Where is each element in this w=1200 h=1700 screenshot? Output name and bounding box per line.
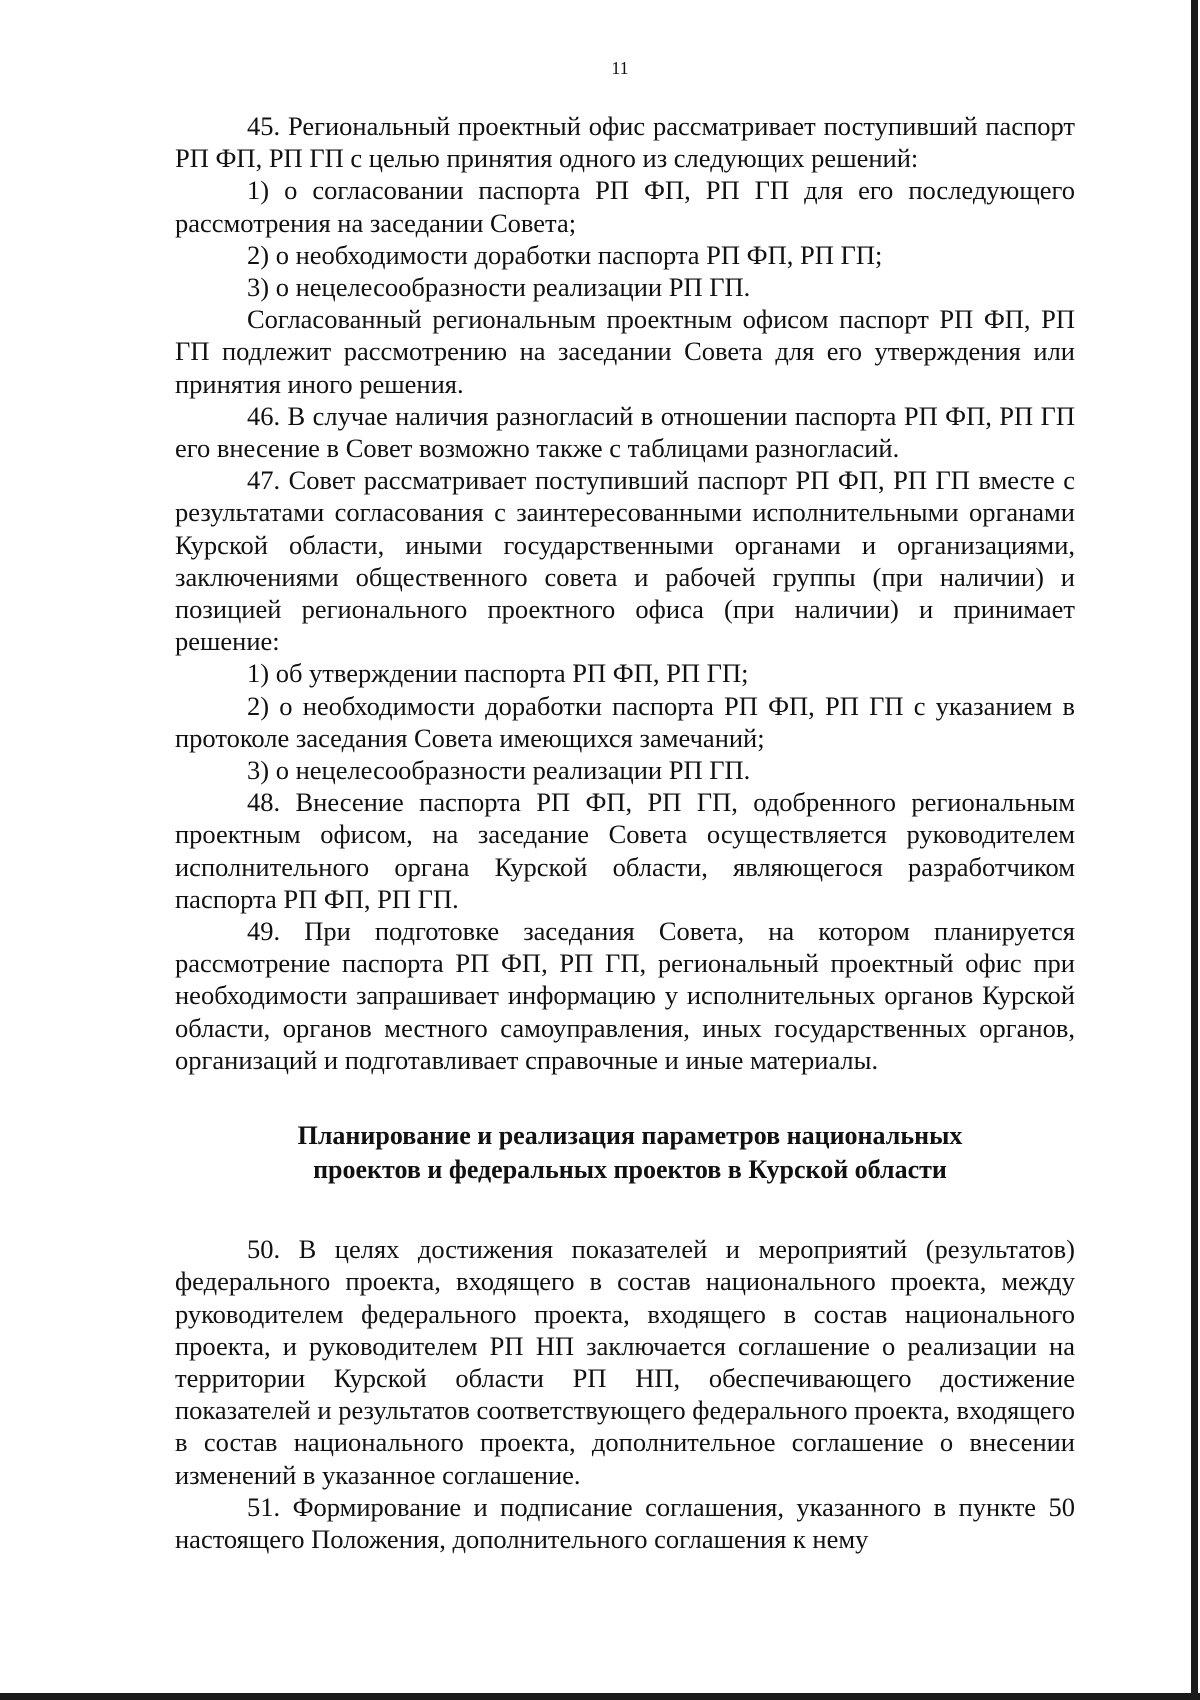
paragraph-46: 46. В случае наличия разногласий в отношении паспорта РП ФП, РП ГП его внесение в Совет возможно также с таблицами разногласий. (175, 400, 1075, 464)
paragraph-48: 48. Внесение паспорта РП ФП, РП ГП, одобренного региональным проектным офисом, на заседание Совета осуществляется руководителем исполнительного органа Курской области, являющегося разработчиком паспорта РП ФП, РП ГП. (175, 787, 1075, 914)
paragraph-51: 51. Формирование и подписание соглашения, указанного в пункте 50 настоящего Положения, дополнительного соглашения к нему (175, 1491, 1075, 1554)
paragraph-45-approved: Согласованный региональным проектным офисом паспорт РП ФП, РП ГП подлежит рассмотрению на заседании Совета для его утверждения или принятия иного решения. (175, 304, 1075, 399)
list-item-47-2: 2) о необходимости доработки паспорта РП ФП, РП ГП с указанием в протоколе заседания Совета имеющихся замечаний; (175, 690, 1075, 753)
document-body (175, 110, 1075, 1555)
scan-border-bottom (0, 1693, 1200, 1700)
list-item-45-1: 1) о согласовании паспорта РП ФП, РП ГП для его последующего рассмотрения на заседании Совета; (175, 175, 1075, 238)
paragraph-49: 49. При подготовке заседания Совета, на котором планируется рассмотрение паспорта РП ФП, РП ГП, региональный проектный офис при необходимости запрашивает информацию у исполнительных органов Курской области, органов местного самоуправления, иных государственных органов, организаций и подготавливает справочные и иные материалы. (175, 916, 1075, 1075)
section-heading-line-1: Планирование и реализация параметров национальных (297, 1121, 963, 1151)
paragraph-45: 45. Региональный проектный офис рассматривает поступивший паспорт РП ФП, РП ГП с целью принятия одного из следующих решений: (175, 111, 1075, 174)
list-item-45-3: 3) о нецелесообразности реализации РП ГП. (247, 272, 751, 303)
paragraph-50: 50. В целях достижения показателей и мероприятий (результатов) федерального проекта, входящего в состав национального проекта, между руководителем федерального проекта, входящего в состав национального проекта, и руководителем РП НП заключается соглашение о реализации на территории Курской области РП НП, обеспечивающего достижение показателей и результатов соответствующего федерального проекта, входящего в состав национального проекта, дополнительное соглашение о внесении изменений в указанное соглашение. (175, 1234, 1075, 1490)
section-heading (175, 1119, 1075, 1187)
scan-border-right (1191, 0, 1198, 1700)
page-number: 11 (611, 58, 629, 78)
list-item-47-3: 3) о нецелесообразности реализации РП ГП. (247, 755, 751, 786)
paragraph-47: 47. Совет рассматривает поступивший паспорт РП ФП, РП ГП вместе с результатами согласования с заинтересованными исполнительными органами Курской области, иными государственными органами и организациями, заключениями общественного совета и рабочей группы (при наличии) и позицией регионального проектного офиса (при наличии) и принимает решение: (175, 465, 1075, 657)
list-item-47-1: 1) об утверждении паспорта РП ФП, РП ГП; (247, 658, 749, 689)
list-item-45-2: 2) о необходимости доработки паспорта РП ФП, РП ГП; (247, 239, 883, 270)
section-heading-line-2: проектов и федеральных проектов в Курской области (313, 1155, 947, 1185)
